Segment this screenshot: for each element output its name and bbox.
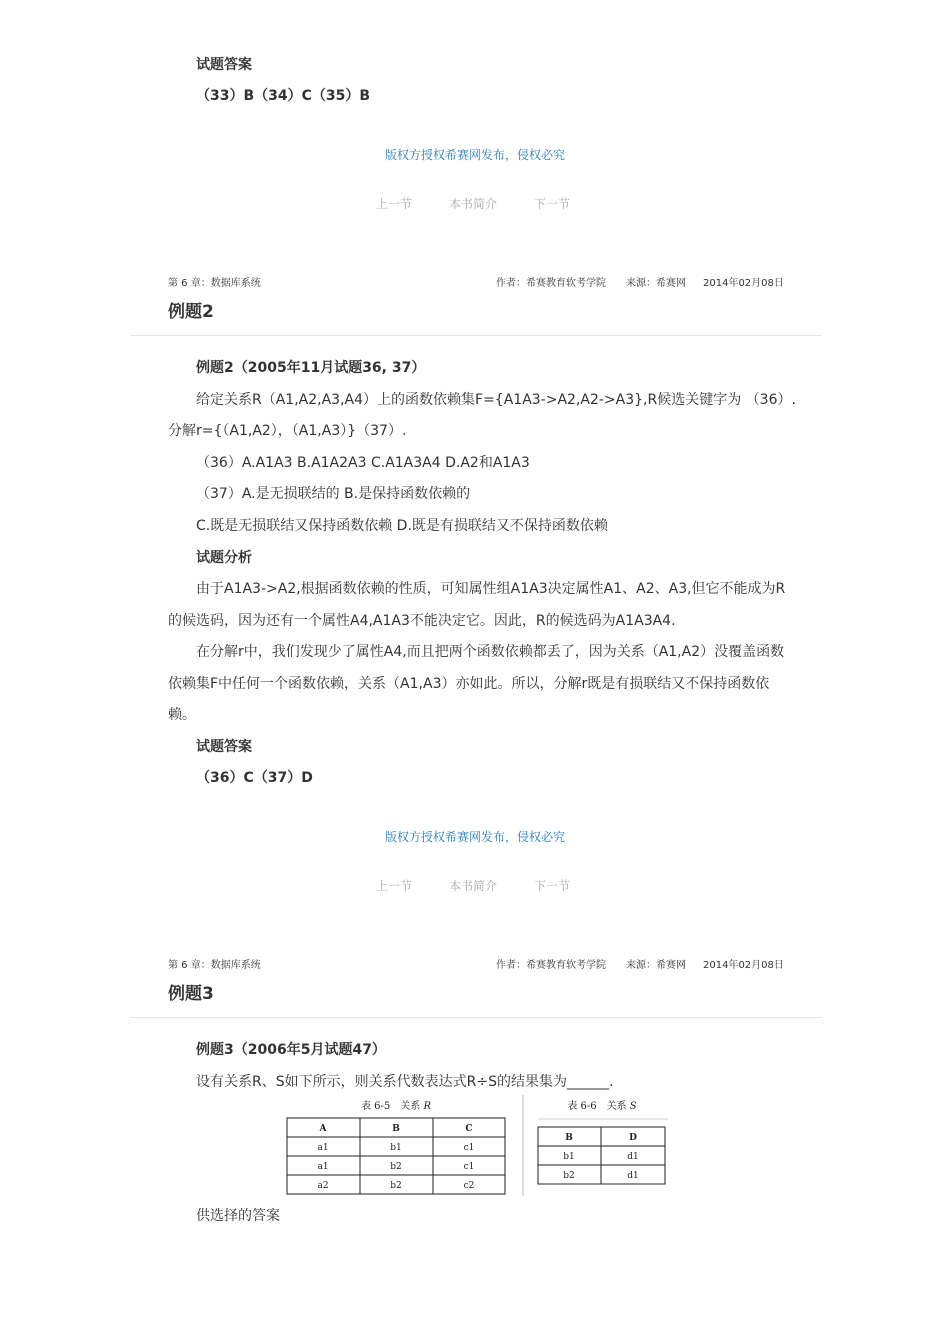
table-r-cell: c1 (463, 1143, 475, 1153)
example-heading: 例题3（2006年5月试题47） (196, 1042, 386, 1058)
table-r-cell: b1 (390, 1143, 402, 1153)
option-line: （36）A.A1A3 B.A1A2A3 C.A1A3A4 D.A2和A1A3 (196, 455, 530, 471)
table-s-cell: b1 (563, 1152, 575, 1162)
question-line: 设有关系R、S如下所示，则关系代数表达式R÷S的结果集为______. (196, 1074, 614, 1090)
table-s-cell: b2 (563, 1171, 575, 1181)
table-r-cell: b2 (390, 1181, 402, 1191)
prev-section-link[interactable]: 上一节 (376, 879, 413, 893)
copyright-notice: 版权方授权希赛网发布，侵权必究 (384, 148, 565, 162)
book-intro-link[interactable]: 本书简介 (449, 197, 498, 211)
analysis-line: 依赖集F中任何一个函数依赖，关系（A1,A3）亦如此。所以，分解r既是有损联结又不保持函数依 (168, 676, 770, 692)
section-title: 例题2 (168, 302, 214, 322)
table-r-caption: 表 6-5 关系 R (361, 1101, 431, 1112)
prev-section-link[interactable]: 上一节 (376, 197, 413, 211)
table-r-cell: a1 (317, 1162, 329, 1172)
book-intro-link[interactable]: 本书简介 (449, 879, 498, 893)
table-r-cells (317, 1124, 474, 1191)
table-r-header: B (392, 1124, 400, 1134)
table-s-caption: 表 6-6 关系 S (567, 1101, 637, 1112)
source-label: 来源：希赛网 (626, 278, 686, 289)
next-section-link[interactable]: 下一节 (534, 879, 571, 893)
source-label: 来源：希赛网 (626, 960, 686, 971)
table-s-cell: d1 (627, 1152, 639, 1162)
table-s-cell: d1 (627, 1171, 639, 1181)
table-r-header: A (319, 1124, 327, 1134)
table-r-header: C (465, 1124, 473, 1134)
divider (130, 335, 822, 336)
date-label: 2014年02月08日 (703, 278, 784, 289)
next-section-link[interactable]: 下一节 (534, 197, 571, 211)
analysis-line: 赖。 (168, 707, 196, 723)
question-line: 分解r={（A1,A2），（A1,A3）}（37）. (168, 423, 407, 439)
example-heading: 例题2（2005年11月试题36, 37） (196, 360, 426, 376)
table-s-grid (538, 1127, 665, 1184)
table-r-cell: a1 (317, 1143, 329, 1153)
chapter-label: 第 6 章：数据库系统 (168, 278, 261, 289)
option-line: （37）A.是无损联结的 B.是保持函数依赖的 (196, 486, 471, 502)
relation-tables-figure (280, 1093, 675, 1198)
copyright-notice: 版权方授权希赛网发布，侵权必究 (384, 830, 565, 844)
table-r-cell: b2 (390, 1162, 402, 1172)
table-r-cell: c1 (463, 1162, 475, 1172)
question-line: 给定关系R（A1,A2,A3,A4）上的函数依赖集F={A1A3->A2,A2->A3},R候选关键字为 （36）. (196, 392, 796, 408)
table-r-cell: a2 (317, 1181, 329, 1191)
answer-text: （36）C（37）D (196, 770, 313, 786)
analysis-line: 的候选码，因为还有一个属性A4,A1A3不能决定它。因此，R的候选码为A1A3A4. (168, 613, 676, 629)
option-line: C.既是无损联结又保持函数依赖 D.既是有损联结又不保持函数依赖 (196, 518, 608, 534)
answer-heading: 试题答案 (196, 739, 252, 755)
chapter-label: 第 6 章：数据库系统 (168, 960, 261, 971)
date-label: 2014年02月08日 (703, 960, 784, 971)
author-label: 作者：希赛教育软考学院 (496, 278, 606, 289)
table-r-cell: c2 (463, 1181, 475, 1191)
analysis-line: 由于A1A3->A2,根据函数依赖的性质，可知属性组A1A3决定属性A1、A2、A3,但它不能成为R (196, 581, 786, 597)
table-s-header: B (565, 1133, 573, 1143)
author-label: 作者：希赛教育软考学院 (496, 960, 606, 971)
divider (130, 1017, 822, 1018)
section-title: 例题3 (168, 984, 214, 1004)
choices-label: 供选择的答案 (196, 1208, 280, 1224)
answer-text: （33）B（34）C（35）B (196, 88, 371, 104)
answer-heading: 试题答案 (196, 57, 252, 73)
analysis-heading: 试题分析 (196, 550, 252, 566)
analysis-line: 在分解r中，我们发现少了属性A4,而且把两个函数依赖都丢了，因为关系（A1,A2）没覆盖函数 (196, 644, 785, 660)
table-s-header: D (629, 1133, 637, 1143)
